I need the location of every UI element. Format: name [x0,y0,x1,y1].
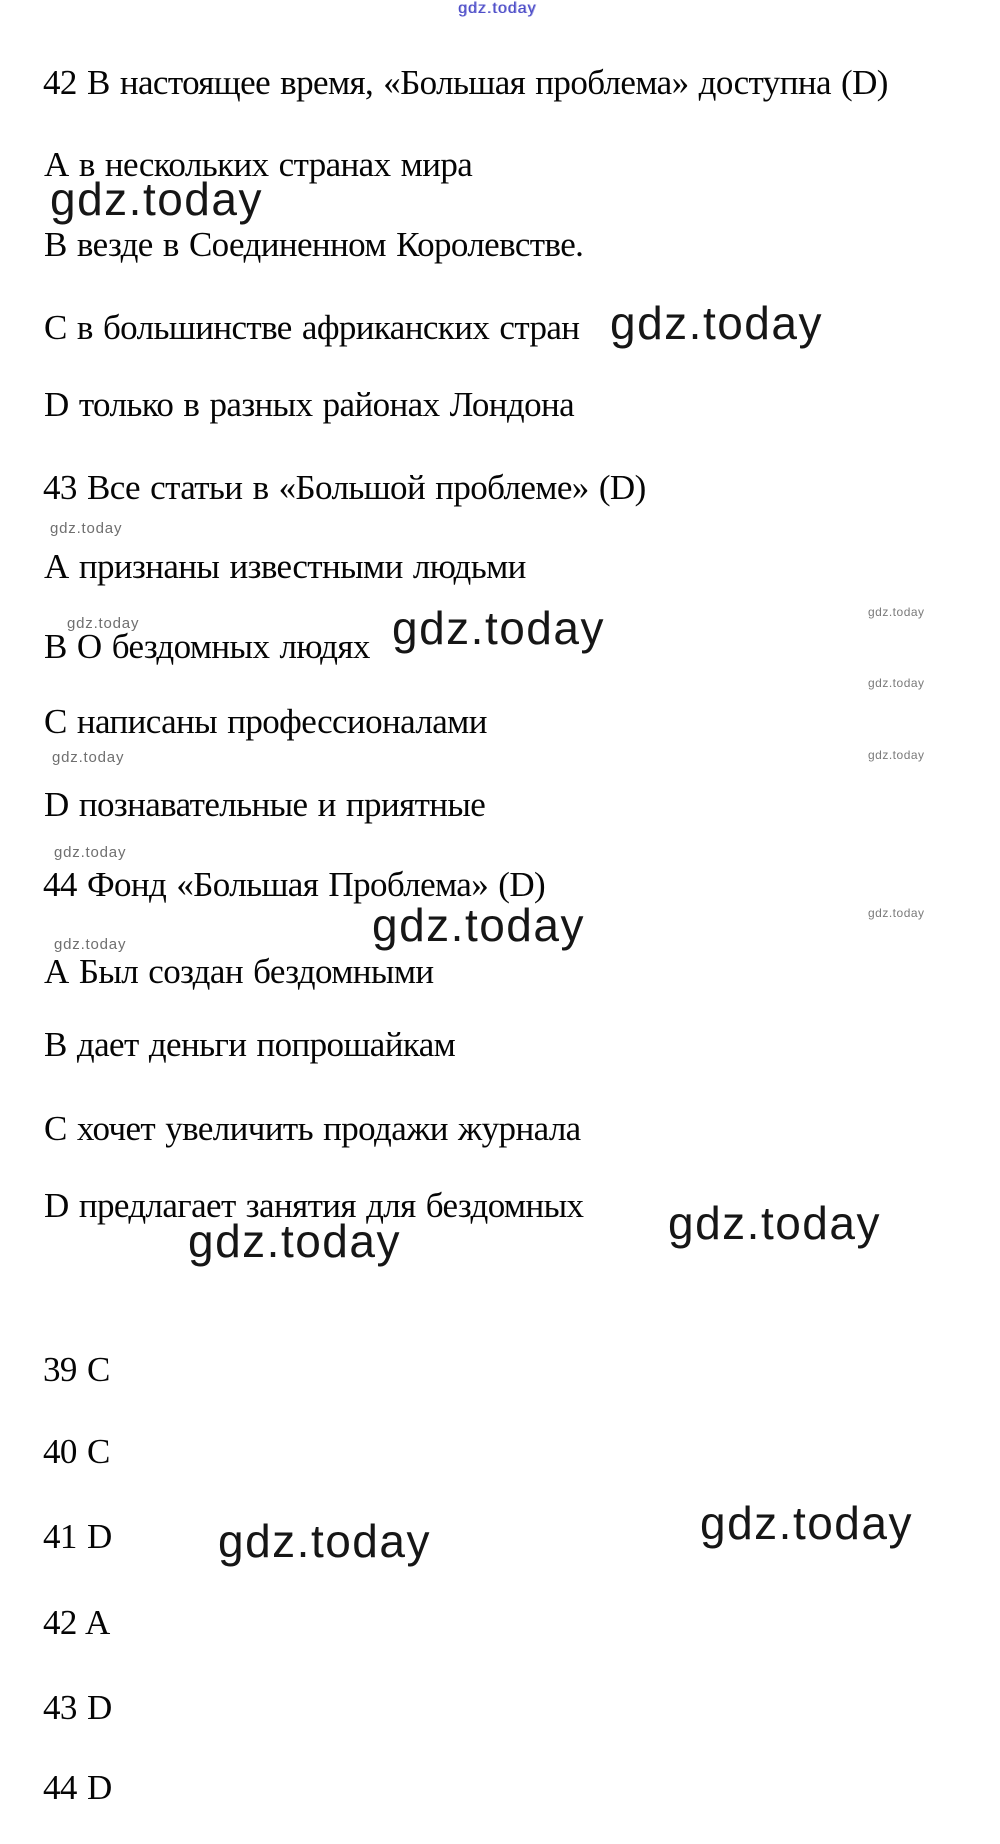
question-42-prompt: 42 В настоящее время, «Большая проблема» доступна (D) [43,63,888,102]
answer-key-row-44: 44 D [43,1768,112,1807]
question-44-option-c: С хочет увеличить продажи журнала [44,1109,581,1148]
question-43-option-d: D познавательные и приятные [44,785,486,824]
gdz-watermark: gdz.today [668,1197,881,1249]
gdz-watermark: gdz.today [372,899,585,951]
answer-key-row-39: 39 C [43,1350,110,1389]
gdz-watermark: gdz.today [54,936,127,953]
question-44-prompt: 44 Фонд «Большая Проблема» (D) [43,865,546,904]
question-42-option-c: С в большинстве африканских стран [44,308,580,347]
question-43-option-b: В О бездомных людях [44,627,370,666]
answer-key-row-41: 41 D [43,1517,112,1556]
answer-key-row-42: 42 A [43,1603,110,1642]
gdz-watermark: gdz.today [67,615,140,632]
gdz-watermark: gdz.today [54,844,127,861]
gdz-watermark: gdz.today [50,173,263,225]
question-42-option-d: D только в разных районах Лондона [44,385,575,424]
gdz-watermark: gdz.today [52,749,125,766]
gdz-watermark: gdz.today [700,1497,913,1549]
gdz-watermark: gdz.today [868,605,925,619]
gdz-watermark: gdz.today [610,297,823,349]
gdz-watermark: gdz.today [458,0,537,17]
question-44-option-b: В дает деньги попрошайкам [44,1025,456,1064]
question-42-option-b: В везде в Соединенном Королевстве. [44,225,584,264]
question-43-prompt: 43 Все статьи в «Большой проблеме» (D) [43,468,646,507]
gdz-watermark: gdz.today [50,520,123,537]
answer-key-row-43: 43 D [43,1688,112,1727]
gdz-watermark: gdz.today [868,676,925,690]
gdz-watermark: gdz.today [868,906,925,920]
gdz-watermark: gdz.today [868,748,925,762]
question-44-option-d: D предлагает занятия для бездомных [44,1186,584,1225]
question-43-option-c: С написаны профессионалами [44,702,487,741]
gdz-watermark: gdz.today [188,1215,401,1267]
question-43-option-a: А признаны известными людьми [44,547,526,586]
gdz-watermark: gdz.today [218,1515,431,1567]
question-44-option-a: А Был создан бездомными [44,952,434,991]
gdz-watermark: gdz.today [392,602,605,654]
answer-key-row-40: 40 C [43,1432,110,1471]
question-42-option-a: А в нескольких странах мира [44,145,473,184]
